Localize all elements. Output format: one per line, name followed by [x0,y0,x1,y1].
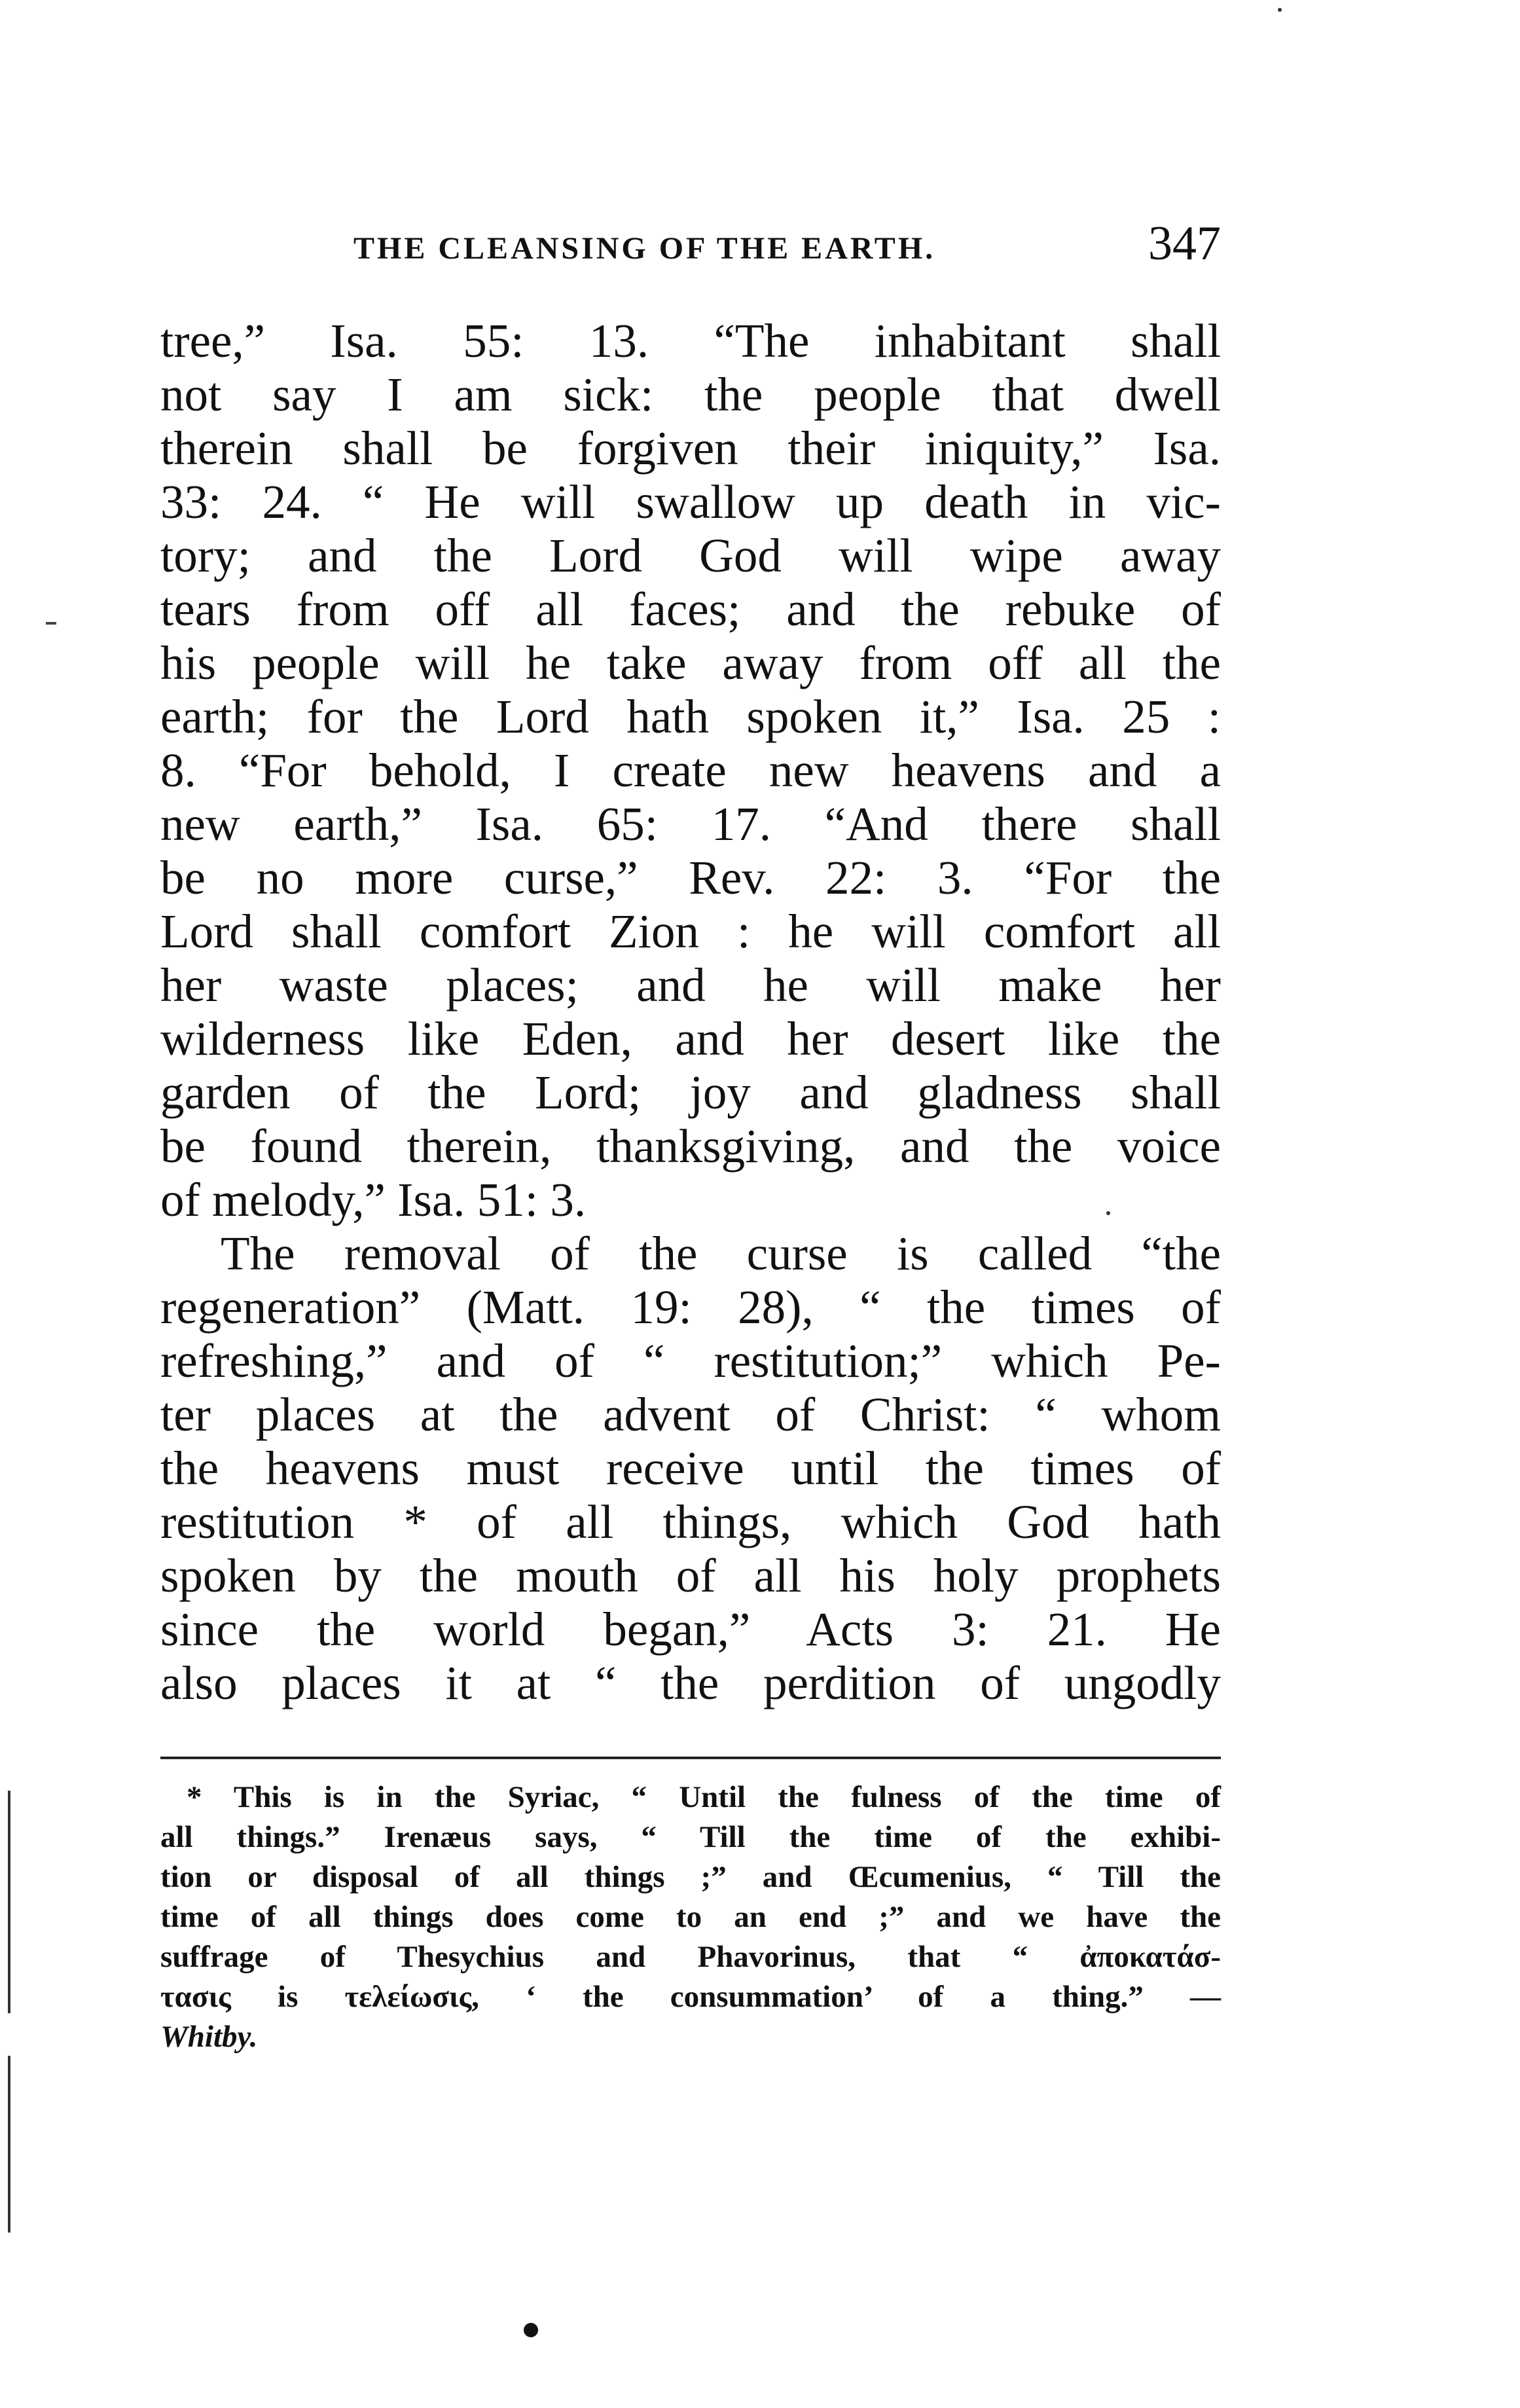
text-line: not say I am sick: the people that dwell [160,368,1221,421]
scan-speck [1106,1211,1110,1215]
scan-margin-mark [8,2056,10,2233]
text-line: regeneration” (Matt. 19: 28), “ the times of [160,1281,1221,1334]
text-line: Lord shall comfort Zion : he will comfort all [160,905,1221,958]
text-line: also places it at “ the perdition of ungodly [160,1656,1221,1709]
page-header [160,216,1221,288]
text-line: tree,” Isa. 55: 13. “The inhabitant shall [160,314,1221,367]
text-line: tory; and the Lord God will wipe away [160,529,1221,582]
text-line: 33: 24. “ He will swallow up death in vic- [160,475,1221,528]
running-title: THE CLEANSING OF THE EARTH. [353,231,936,266]
text-line: ter places at the advent of Christ: “ whom [160,1388,1221,1441]
ornament-dot [524,2323,538,2337]
text-line: garden of the Lord; joy and gladness shall [160,1066,1221,1119]
text-line: earth; for the Lord hath spoken it,” Isa. 25 : [160,690,1221,743]
text-line: his people will he take away from off all the [160,636,1221,689]
text-line: wilderness like Eden, and her desert like the [160,1012,1221,1065]
footnote-divider [160,1757,1221,1759]
page-number: 347 [1148,217,1221,270]
text-line: of melody,” Isa. 51: 3. [160,1173,587,1226]
footnote-line: tion or disposal of all things ;” and Œcumenius, “ Till the [160,1860,1221,1894]
text-line: new earth,” Isa. 65: 17. “And there shall [160,797,1221,850]
text-line: tears from off all faces; and the rebuke of [160,583,1221,636]
paragraph-start-line: The removal of the curse is called “the [221,1227,1221,1280]
text-line: refreshing,” and of “ restitution;” which Pe- [160,1334,1221,1387]
text-line: spoken by the mouth of all his holy prophets [160,1549,1221,1602]
text-line: since the world began,” Acts 3: 21. He [160,1603,1221,1656]
scan-margin-dash [46,622,56,625]
text-line: be no more curse,” Rev. 22: 3. “For the [160,851,1221,904]
footnote-line: suffrage of Thesychius and Phavorinus, that “ ἀποκατάσ- [160,1940,1221,1974]
text-line: restitution * of all things, which God hath [160,1495,1221,1548]
scan-speck [1278,8,1282,12]
footnote [160,1778,1221,2057]
text-line: be found therein, thanksgiving, and the voice [160,1120,1221,1173]
text-line: therein shall be forgiven their iniquity,” Isa. [160,422,1221,475]
scan-margin-mark [8,1791,10,2013]
text-line: 8. “For behold, I create new heavens and a [160,744,1221,797]
footnote-line: all things.” Irenæus says, “ Till the time of the exhibi- [160,1820,1221,1854]
text-line: the heavens must receive until the times of [160,1442,1221,1495]
text-line: her waste places; and he will make her [160,958,1221,1012]
footnote-line: τασις is τελείωσις, ‘ the consummation’ of a thing.” — [160,1980,1221,2014]
footnote-attribution: Whitby. [160,2020,258,2054]
footnote-line: * This is in the Syriac, “ Until the fulness of the time of [187,1780,1221,1814]
footnote-line: time of all things does come to an end ;” and we have the [160,1900,1221,1934]
body-text [160,314,1221,1710]
